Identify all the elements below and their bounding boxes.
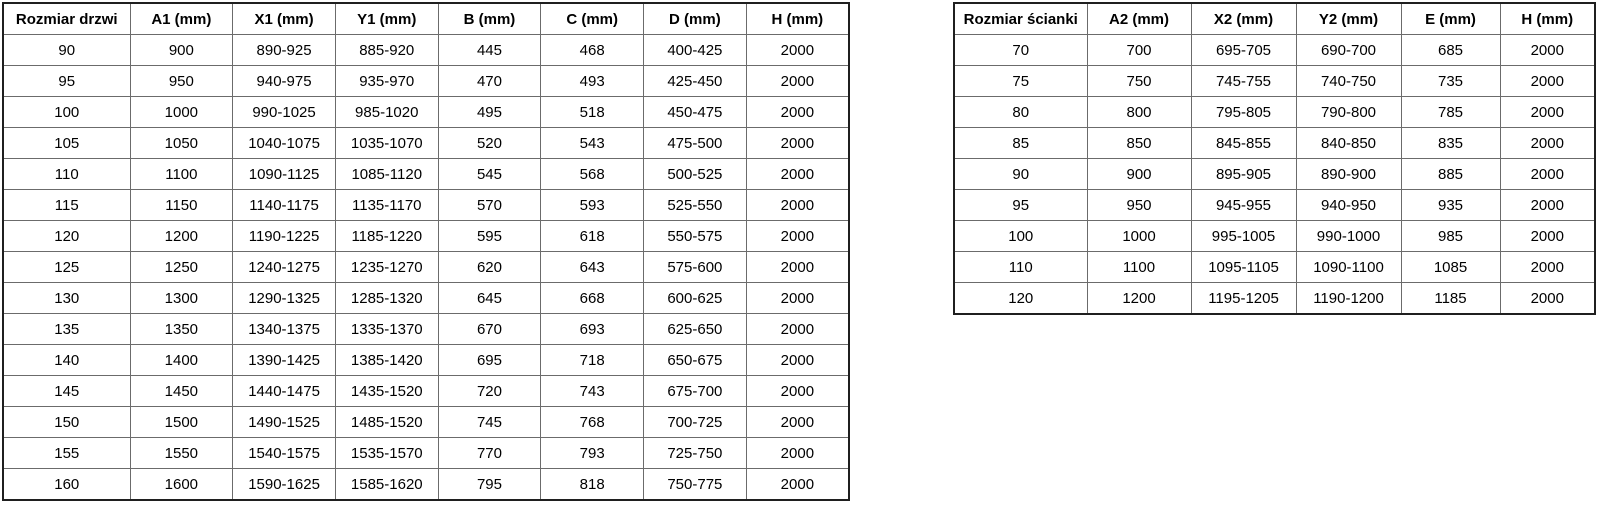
- table-cell: 2000: [746, 35, 849, 66]
- table-cell: 1000: [130, 97, 233, 128]
- table-cell: 620: [438, 252, 541, 283]
- table-cell: 2000: [1500, 283, 1595, 315]
- table-cell: 885: [1401, 159, 1500, 190]
- table-cell: 1435-1520: [335, 376, 438, 407]
- table-cell: 570: [438, 190, 541, 221]
- table-cell: 770: [438, 438, 541, 469]
- table-cell: 1390-1425: [233, 345, 336, 376]
- table-cell: 130: [3, 283, 130, 314]
- table-cell: 1485-1520: [335, 407, 438, 438]
- table-row: [3, 407, 849, 438]
- table-cell: 400-425: [644, 35, 747, 66]
- table-cell: 1095-1105: [1191, 252, 1296, 283]
- table-cell: 475-500: [644, 128, 747, 159]
- table-cell: 2000: [746, 314, 849, 345]
- header-row: [954, 3, 1595, 35]
- column-header: A1 (mm): [130, 3, 233, 35]
- table-cell: 720: [438, 376, 541, 407]
- table-cell: 2000: [1500, 159, 1595, 190]
- table-row: [954, 252, 1595, 283]
- table-cell: 518: [541, 97, 644, 128]
- table-row: [3, 376, 849, 407]
- table-cell: 1335-1370: [335, 314, 438, 345]
- table-row: [3, 314, 849, 345]
- table-cell: 940-975: [233, 66, 336, 97]
- table-cell: 618: [541, 221, 644, 252]
- table-cell: 2000: [1500, 97, 1595, 128]
- column-header: B (mm): [438, 3, 541, 35]
- table-cell: 1140-1175: [233, 190, 336, 221]
- table-cell: 1585-1620: [335, 469, 438, 501]
- column-header: X2 (mm): [1191, 3, 1296, 35]
- table-cell: 1035-1070: [335, 128, 438, 159]
- table-cell: 2000: [746, 252, 849, 283]
- table-cell: 600-625: [644, 283, 747, 314]
- table-cell: 1085: [1401, 252, 1500, 283]
- table-cell: 700: [1087, 35, 1191, 66]
- table-cell: 145: [3, 376, 130, 407]
- column-header: X1 (mm): [233, 3, 336, 35]
- table-cell: 900: [130, 35, 233, 66]
- column-header: E (mm): [1401, 3, 1500, 35]
- table-cell: 500-525: [644, 159, 747, 190]
- table-cell: 575-600: [644, 252, 747, 283]
- table-row: [954, 221, 1595, 252]
- table-cell: 470: [438, 66, 541, 97]
- table-cell: 2000: [746, 97, 849, 128]
- table-cell: 1440-1475: [233, 376, 336, 407]
- table-cell: 743: [541, 376, 644, 407]
- table-cell: 1195-1205: [1191, 283, 1296, 315]
- table-cell: 595: [438, 221, 541, 252]
- table-cell: 1050: [130, 128, 233, 159]
- table-cell: 125: [3, 252, 130, 283]
- table-cell: 150: [3, 407, 130, 438]
- table-cell: 2000: [746, 469, 849, 501]
- table-cell: 550-575: [644, 221, 747, 252]
- table-cell: 990-1000: [1296, 221, 1401, 252]
- table-cell: 1200: [1087, 283, 1191, 315]
- table-row: [954, 66, 1595, 97]
- table-cell: 1300: [130, 283, 233, 314]
- table-cell: 985: [1401, 221, 1500, 252]
- table-cell: 670: [438, 314, 541, 345]
- table-cell: 160: [3, 469, 130, 501]
- table-cell: 425-450: [644, 66, 747, 97]
- table-cell: 945-955: [1191, 190, 1296, 221]
- column-header: A2 (mm): [1087, 3, 1191, 35]
- table-row: [3, 345, 849, 376]
- table-cell: 520: [438, 128, 541, 159]
- table-cell: 135: [3, 314, 130, 345]
- table-cell: 685: [1401, 35, 1500, 66]
- table-cell: 1190-1225: [233, 221, 336, 252]
- table-cell: 985-1020: [335, 97, 438, 128]
- wall-size-table: [953, 2, 1596, 315]
- column-header: Rozmiar ścianki: [954, 3, 1087, 35]
- table-cell: 1100: [130, 159, 233, 190]
- table-cell: 940-950: [1296, 190, 1401, 221]
- table-cell: 1385-1420: [335, 345, 438, 376]
- table-cell: 2000: [746, 128, 849, 159]
- table-cell: 745: [438, 407, 541, 438]
- table-cell: 1090-1125: [233, 159, 336, 190]
- table-cell: 2000: [746, 190, 849, 221]
- table-cell: 2000: [746, 376, 849, 407]
- table-cell: 735: [1401, 66, 1500, 97]
- column-header: C (mm): [541, 3, 644, 35]
- table-cell: 725-750: [644, 438, 747, 469]
- table-cell: 1550: [130, 438, 233, 469]
- table-cell: 2000: [746, 66, 849, 97]
- table-cell: 115: [3, 190, 130, 221]
- column-header: Y1 (mm): [335, 3, 438, 35]
- table-cell: 95: [3, 66, 130, 97]
- table-cell: 950: [130, 66, 233, 97]
- table-cell: 2000: [746, 345, 849, 376]
- table-row: [3, 221, 849, 252]
- table-row: [954, 35, 1595, 66]
- table-cell: 1285-1320: [335, 283, 438, 314]
- table-cell: 100: [954, 221, 1087, 252]
- table-cell: 120: [954, 283, 1087, 315]
- table-row: [954, 283, 1595, 315]
- table-cell: 2000: [1500, 66, 1595, 97]
- table-cell: 1100: [1087, 252, 1191, 283]
- table-cell: 1250: [130, 252, 233, 283]
- table-cell: 2000: [746, 407, 849, 438]
- table-cell: 695-705: [1191, 35, 1296, 66]
- table-row: [3, 66, 849, 97]
- header-row: [3, 3, 849, 35]
- table-cell: 693: [541, 314, 644, 345]
- table-cell: 1040-1075: [233, 128, 336, 159]
- table-row: [3, 159, 849, 190]
- table-cell: 568: [541, 159, 644, 190]
- table-cell: 2000: [1500, 35, 1595, 66]
- table-cell: 2000: [1500, 190, 1595, 221]
- table-row: [954, 128, 1595, 159]
- table-cell: 1290-1325: [233, 283, 336, 314]
- table-cell: 718: [541, 345, 644, 376]
- table-cell: 110: [954, 252, 1087, 283]
- table-cell: 643: [541, 252, 644, 283]
- table-cell: 790-800: [1296, 97, 1401, 128]
- table-row: [3, 252, 849, 283]
- table-row: [954, 97, 1595, 128]
- table-cell: 2000: [746, 159, 849, 190]
- table-cell: 90: [954, 159, 1087, 190]
- table-cell: 740-750: [1296, 66, 1401, 97]
- table-cell: 1000: [1087, 221, 1191, 252]
- table-cell: 935-970: [335, 66, 438, 97]
- table-row: [3, 283, 849, 314]
- table-cell: 445: [438, 35, 541, 66]
- table-cell: 793: [541, 438, 644, 469]
- table-cell: 1450: [130, 376, 233, 407]
- table-cell: 450-475: [644, 97, 747, 128]
- table-row: [3, 469, 849, 501]
- table-cell: 995-1005: [1191, 221, 1296, 252]
- table-cell: 468: [541, 35, 644, 66]
- table-cell: 2000: [1500, 252, 1595, 283]
- table-cell: 845-855: [1191, 128, 1296, 159]
- table-cell: 745-755: [1191, 66, 1296, 97]
- table-row: [3, 97, 849, 128]
- table-cell: 2000: [1500, 128, 1595, 159]
- table-cell: 768: [541, 407, 644, 438]
- column-header: H (mm): [746, 3, 849, 35]
- table-cell: 818: [541, 469, 644, 501]
- table-cell: 85: [954, 128, 1087, 159]
- table-cell: 1340-1375: [233, 314, 336, 345]
- table-cell: 890-925: [233, 35, 336, 66]
- column-header: Y2 (mm): [1296, 3, 1401, 35]
- table-cell: 935: [1401, 190, 1500, 221]
- table-cell: 1540-1575: [233, 438, 336, 469]
- table-row: [3, 35, 849, 66]
- column-header: Rozmiar drzwi: [3, 3, 130, 35]
- table-cell: 110: [3, 159, 130, 190]
- table-cell: 1350: [130, 314, 233, 345]
- column-header: H (mm): [1500, 3, 1595, 35]
- table-row: [3, 438, 849, 469]
- table-cell: 1085-1120: [335, 159, 438, 190]
- table-cell: 105: [3, 128, 130, 159]
- table-cell: 1150: [130, 190, 233, 221]
- table-cell: 1235-1270: [335, 252, 438, 283]
- table-cell: 700-725: [644, 407, 747, 438]
- table-cell: 835: [1401, 128, 1500, 159]
- table-cell: 675-700: [644, 376, 747, 407]
- table-row: [3, 190, 849, 221]
- table-cell: 2000: [746, 438, 849, 469]
- table-cell: 800: [1087, 97, 1191, 128]
- column-header: D (mm): [644, 3, 747, 35]
- table-cell: 80: [954, 97, 1087, 128]
- table-cell: 120: [3, 221, 130, 252]
- table-cell: 545: [438, 159, 541, 190]
- table-cell: 1535-1570: [335, 438, 438, 469]
- table-cell: 990-1025: [233, 97, 336, 128]
- table-cell: 795: [438, 469, 541, 501]
- table-cell: 1135-1170: [335, 190, 438, 221]
- table-cell: 75: [954, 66, 1087, 97]
- table-cell: 1190-1200: [1296, 283, 1401, 315]
- table-cell: 1600: [130, 469, 233, 501]
- table-cell: 645: [438, 283, 541, 314]
- table-row: [3, 128, 849, 159]
- table-row: [954, 159, 1595, 190]
- table-row: [954, 190, 1595, 221]
- table-cell: 785: [1401, 97, 1500, 128]
- table-cell: 750-775: [644, 469, 747, 501]
- table-cell: 1240-1275: [233, 252, 336, 283]
- table-cell: 695: [438, 345, 541, 376]
- table-cell: 95: [954, 190, 1087, 221]
- table-cell: 140: [3, 345, 130, 376]
- table-cell: 890-900: [1296, 159, 1401, 190]
- table-cell: 795-805: [1191, 97, 1296, 128]
- table-cell: 2000: [746, 283, 849, 314]
- table-cell: 750: [1087, 66, 1191, 97]
- table-cell: 1590-1625: [233, 469, 336, 501]
- table-cell: 900: [1087, 159, 1191, 190]
- table-cell: 650-675: [644, 345, 747, 376]
- table-cell: 543: [541, 128, 644, 159]
- table-cell: 100: [3, 97, 130, 128]
- table-cell: 1185: [1401, 283, 1500, 315]
- table-cell: 625-650: [644, 314, 747, 345]
- table-cell: 90: [3, 35, 130, 66]
- table-cell: 525-550: [644, 190, 747, 221]
- table-cell: 885-920: [335, 35, 438, 66]
- door-size-table: [2, 2, 850, 501]
- table-cell: 495: [438, 97, 541, 128]
- table-cell: 668: [541, 283, 644, 314]
- table-cell: 493: [541, 66, 644, 97]
- table-cell: 1400: [130, 345, 233, 376]
- table-cell: 2000: [746, 221, 849, 252]
- table-cell: 2000: [1500, 221, 1595, 252]
- table-cell: 155: [3, 438, 130, 469]
- table-cell: 593: [541, 190, 644, 221]
- table-cell: 950: [1087, 190, 1191, 221]
- table-cell: 690-700: [1296, 35, 1401, 66]
- table-cell: 895-905: [1191, 159, 1296, 190]
- table-cell: 1090-1100: [1296, 252, 1401, 283]
- table-cell: 1490-1525: [233, 407, 336, 438]
- table-cell: 840-850: [1296, 128, 1401, 159]
- table-cell: 1185-1220: [335, 221, 438, 252]
- table-cell: 1500: [130, 407, 233, 438]
- table-cell: 850: [1087, 128, 1191, 159]
- table-cell: 1200: [130, 221, 233, 252]
- table-cell: 70: [954, 35, 1087, 66]
